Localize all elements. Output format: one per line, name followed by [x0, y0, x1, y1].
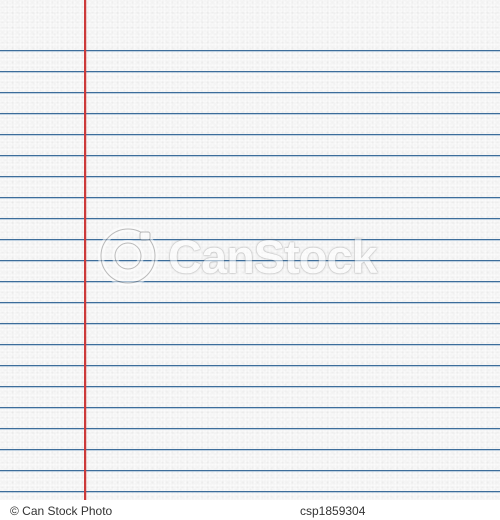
rule-line	[0, 176, 500, 178]
footer-image-code: csp1859304	[300, 504, 366, 518]
rule-line	[0, 155, 500, 157]
rule-line	[0, 134, 500, 136]
rule-line	[0, 50, 500, 52]
rule-line	[0, 386, 500, 388]
rule-line	[0, 197, 500, 199]
footer-bar	[0, 500, 500, 520]
rule-line	[0, 302, 500, 304]
rule-line	[0, 470, 500, 472]
rule-line	[0, 491, 500, 493]
rule-line	[0, 365, 500, 367]
footer-brand: © Can Stock Photo	[10, 504, 113, 518]
watermark	[98, 224, 428, 288]
rule-line	[0, 323, 500, 325]
rule-line	[0, 449, 500, 451]
red-margin-line	[84, 0, 86, 500]
rule-line	[0, 113, 500, 115]
watermark-text: CanStock	[168, 229, 377, 283]
rule-line	[0, 218, 500, 220]
rule-line	[0, 71, 500, 73]
rule-line	[0, 344, 500, 346]
canstock-logo-icon	[98, 226, 158, 286]
rule-line	[0, 92, 500, 94]
rule-line	[0, 407, 500, 409]
rule-line	[0, 428, 500, 430]
